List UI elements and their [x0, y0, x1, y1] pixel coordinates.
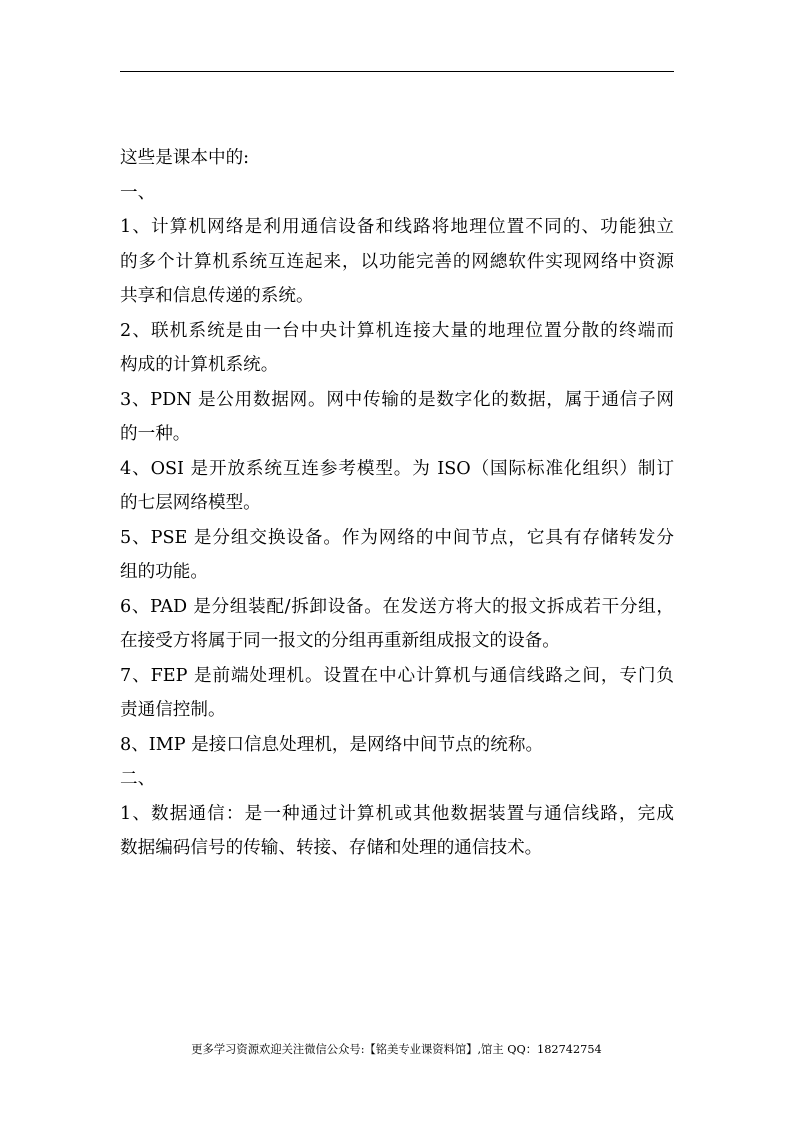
- text-line: 5、PSE 是分组交换设备。作为网络的中间节点，它具有存储转发分: [120, 527, 674, 548]
- document-body: [120, 141, 674, 866]
- section-heading-one: 一、: [120, 182, 156, 203]
- text-line: 2、联机系统是由一台中央计算机连接大量的地理位置分散的终端而: [120, 320, 674, 341]
- definition-item: [120, 314, 674, 383]
- text-line: 1、计算机网络是利用通信设备和线路将地理位置不同的、功能独立: [120, 217, 674, 237]
- text-line: 组的功能。: [120, 562, 208, 582]
- text-line: 8、IMP 是接口信息处理机，是网络中间节点的统称。: [120, 734, 544, 755]
- text-line: 7、FEP 是前端处理机。设置在中心计算机与通信线路之间，专门负: [120, 665, 674, 686]
- definition-item: [120, 383, 674, 452]
- definition-item: [120, 659, 674, 728]
- definition-item: [120, 590, 674, 659]
- text-line: 责通信控制。: [120, 700, 226, 720]
- section-heading-two: 二、: [120, 769, 156, 789]
- definition-item: [120, 521, 674, 590]
- header-rule: [120, 71, 674, 72]
- definition-item: [120, 797, 674, 866]
- text-line: 6、PAD 是分组装配/拆卸设备。在发送方将大的报文拆成若干分组，: [120, 596, 674, 617]
- text-line: 的七层网络模型。: [120, 493, 261, 513]
- text-line: 的多个计算机系统互连起来，以功能完善的网總软件实现网络中资源: [120, 251, 674, 272]
- footer-note: 更多学习资源欢迎关注微信公众号:【铭美专业课资料馆】,馆主 QQ：182742754: [191, 1043, 602, 1056]
- text-line: 数据编码信号的传输、转接、存储和处理的通信技术。: [120, 838, 543, 858]
- section-one-list: [120, 210, 674, 762]
- text-line: 1、数据通信：是一种通过计算机或其他数据装置与通信线路，完成: [120, 803, 674, 824]
- intro-text: 这些是课本中的:: [120, 148, 250, 168]
- text-line: 共享和信息传递的系统。: [120, 286, 314, 306]
- text-line: 4、OSI 是开放系统互连参考模型。为 ISO（国际标准化组织）制订: [120, 458, 674, 479]
- definition-item: [120, 452, 674, 521]
- section-two-list: [120, 797, 674, 866]
- definition-item: [120, 210, 674, 314]
- text-line: 在接受方将属于同一报文的分组再重新组成报文的设备。: [120, 631, 560, 651]
- text-line: 3、PDN 是公用数据网。网中传输的是数字化的数据，属于通信子网: [120, 389, 674, 410]
- definition-item: [120, 728, 674, 763]
- text-line: 构成的计算机系统。: [120, 355, 279, 375]
- text-line: 的一种。: [120, 424, 191, 444]
